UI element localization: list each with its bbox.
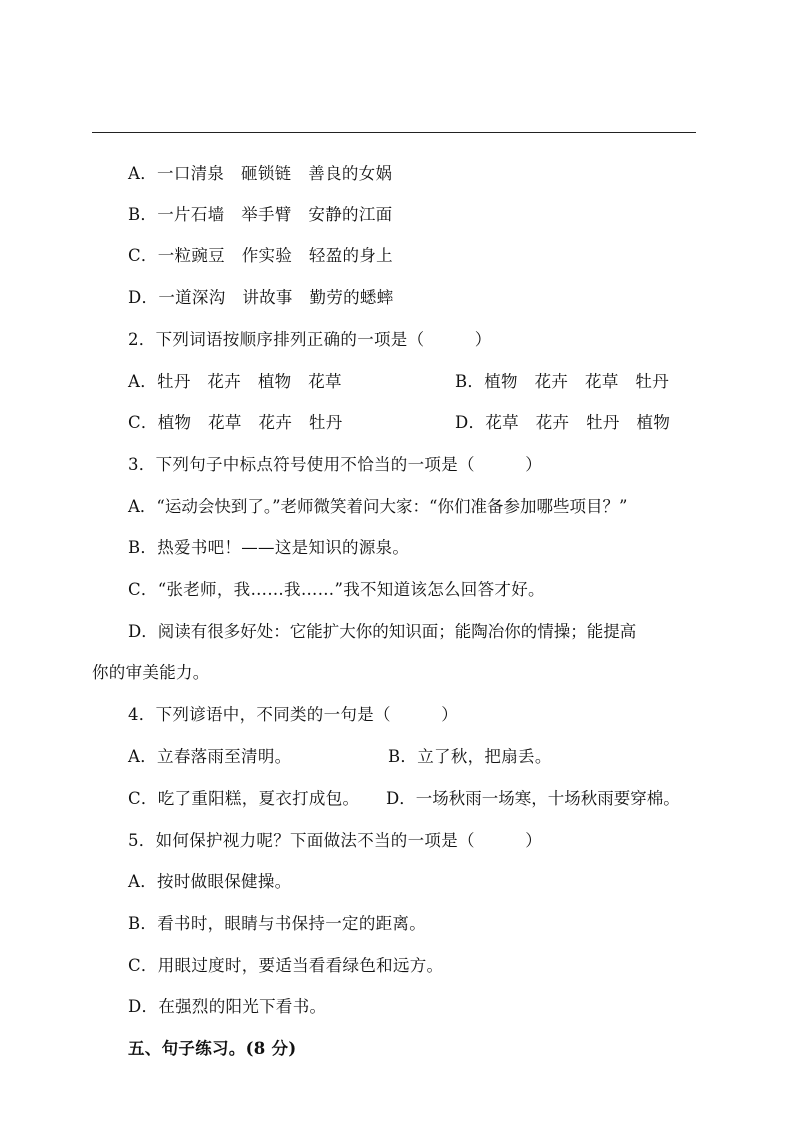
q4-option-b: B．立了秋，把扇丢。 bbox=[388, 747, 552, 766]
q3-option-b: B．热爱书吧！——这是知识的源泉。 bbox=[128, 538, 410, 557]
section-5-heading: 五、句子练习。(8 分) bbox=[128, 1039, 297, 1058]
header-rule bbox=[92, 132, 696, 133]
q4-option-a: A．立春落雨至清明。 bbox=[128, 747, 292, 766]
q1-option-b: B．一片石墙 举手臂 安静的江面 bbox=[128, 205, 393, 224]
q2-option-c: C．植物 花草 花卉 牡丹 bbox=[128, 413, 343, 432]
q5-option-a: A．按时做眼保健操。 bbox=[128, 872, 292, 891]
q1-option-c: C．一粒豌豆 作实验 轻盈的身上 bbox=[128, 246, 393, 265]
q3-option-c: C．“张老师，我……我……”我不知道该怎么回答才好。 bbox=[128, 580, 545, 599]
q3-option-d-line1: D．阅读有很多好处：它能扩大你的知识面；能陶冶你的情操；能提高 bbox=[128, 622, 637, 641]
q3-option-a: A．“运动会快到了。”老师微笑着问大家：“你们准备参加哪些项目？” bbox=[128, 497, 628, 516]
q1-option-d: D．一道深沟 讲故事 勤劳的蟋蟀 bbox=[128, 288, 394, 307]
q5-option-b: B．看书时，眼睛与书保持一定的距离。 bbox=[128, 914, 427, 933]
q3-option-d-line2: 你的审美能力。 bbox=[92, 663, 210, 682]
q4-option-c: C．吃了重阳糕，夏衣打成包。 bbox=[128, 789, 360, 808]
q5-option-d: D．在强烈的阳光下看书。 bbox=[128, 997, 327, 1016]
q2-stem: 2．下列词语按顺序排列正确的一项是（ ） bbox=[128, 330, 492, 349]
q2-option-a: A．牡丹 花卉 植物 花草 bbox=[128, 372, 342, 391]
q1-option-a: A．一口清泉 砸锁链 善良的女娲 bbox=[128, 164, 393, 183]
q4-stem: 4．下列谚语中，不同类的一句是（ ） bbox=[128, 705, 458, 724]
q4-option-d: D．一场秋雨一场寒，十场秋雨要穿棉。 bbox=[386, 789, 680, 808]
q5-option-c: C．用眼过度时，要适当看看绿色和远方。 bbox=[128, 956, 444, 975]
q5-stem: 5．如何保护视力呢？下面做法不当的一项是（ ） bbox=[128, 831, 542, 850]
q3-stem: 3．下列句子中标点符号使用不恰当的一项是（ ） bbox=[128, 455, 542, 474]
q2-option-b: B．植物 花卉 花草 牡丹 bbox=[455, 372, 670, 391]
q2-option-d: D．花草 花卉 牡丹 植物 bbox=[455, 413, 671, 432]
